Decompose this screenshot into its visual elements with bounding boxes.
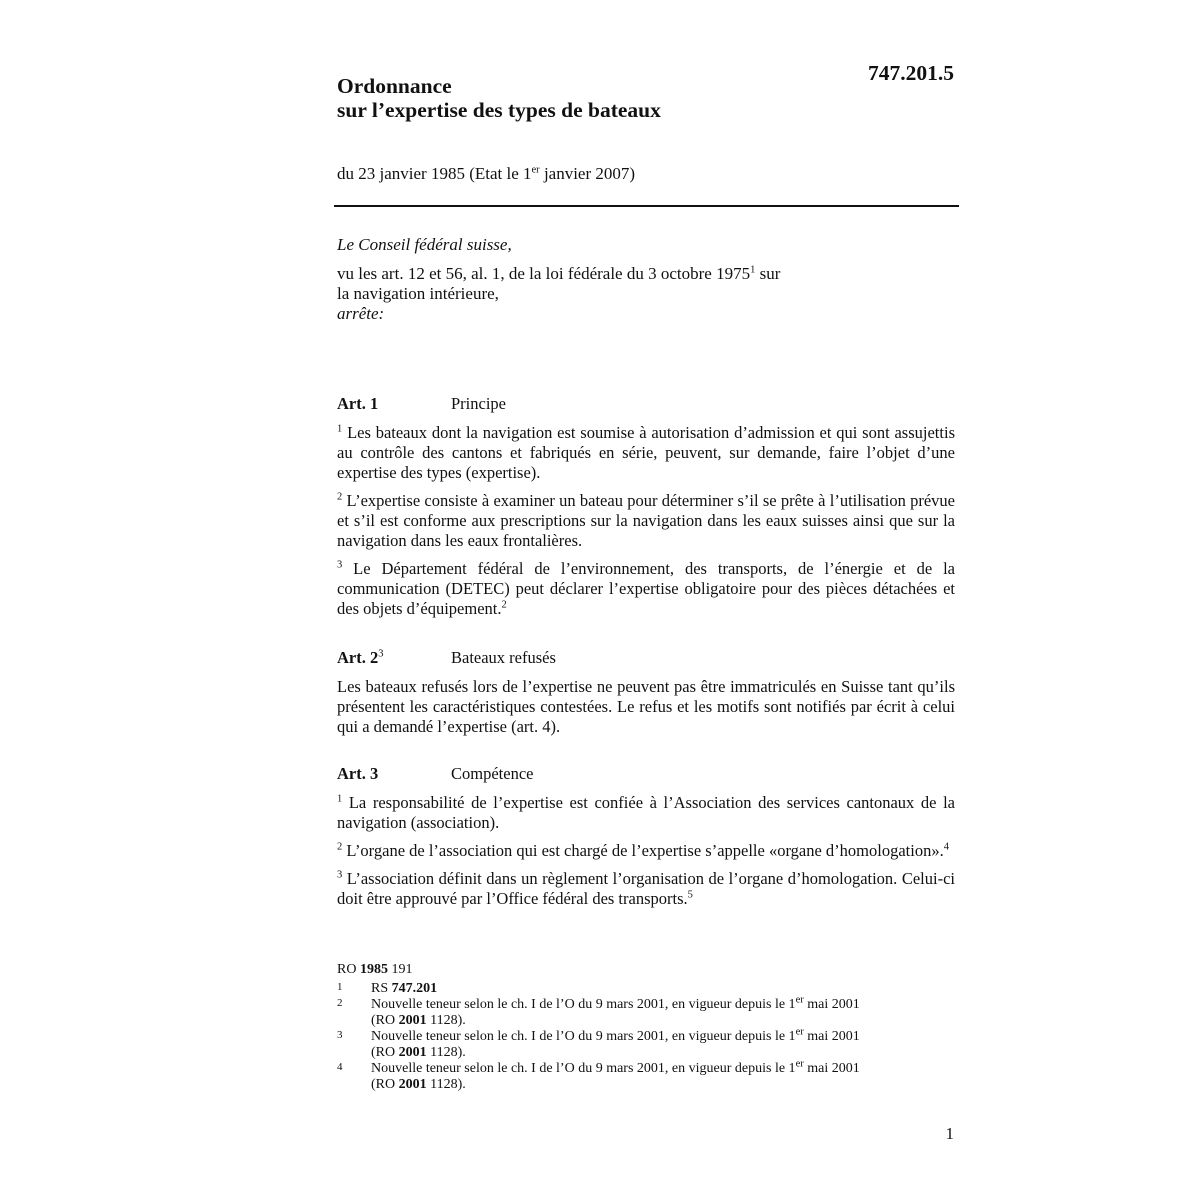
footnote-line-bold: 747.201 — [391, 981, 438, 996]
footnote-number: 3 — [337, 1029, 343, 1041]
article-number-text: Art. 3 — [337, 764, 379, 783]
basis-text-2: sur — [755, 264, 781, 283]
footnote-text — [371, 1058, 937, 1093]
date-superscript: er — [531, 164, 540, 176]
article-paragraph — [337, 423, 955, 483]
article-title: Principe — [451, 394, 506, 413]
footnote-line-sup: er — [795, 1058, 804, 1070]
footnotes — [337, 962, 937, 1093]
article-paragraph — [337, 491, 955, 551]
preamble — [337, 235, 957, 324]
footnote-list — [337, 981, 937, 1093]
article-title: Compétence — [451, 764, 534, 783]
paragraph-number: 2 — [337, 491, 343, 503]
footnote-line-text: (RO — [371, 1077, 399, 1092]
paragraph-text: L’association définit dans un règlement l’organisation de l’organe d’homologation. Celui-ci doit être approuvé par l’Office fédéral des transports. — [337, 869, 955, 908]
footnote-line-text: Nouvelle teneur selon le ch. I de l’O du 9 mars 2001, en vigueur depuis le 1 — [371, 997, 796, 1012]
preamble-basis-line2: la navigation intérieure, — [337, 284, 499, 303]
footnote-line-bold: 2001 — [398, 1013, 427, 1028]
article-heading-row — [337, 648, 955, 668]
footnote-text — [371, 994, 937, 1029]
footnote-line-bold: 2001 — [398, 1045, 427, 1060]
footnote-line-text-end: 1128). — [426, 1045, 466, 1060]
article-paragraph — [337, 841, 955, 861]
paragraph-number: 1 — [337, 423, 343, 435]
paragraph-number: 3 — [337, 869, 343, 881]
ro-prefix: RO — [337, 962, 360, 977]
date-line — [337, 164, 635, 184]
footnote-number: 1 — [337, 981, 343, 993]
preamble-decree: arrête: — [337, 304, 385, 323]
title-line-2: sur l’expertise des types de bateaux — [337, 98, 661, 122]
ro-page: 191 — [387, 962, 413, 977]
footnote-text — [371, 1026, 937, 1061]
footnote-line-text: Nouvelle teneur selon le ch. I de l’O du 9 mars 2001, en vigueur depuis le 1 — [371, 1061, 796, 1076]
sr-number: 747.201.5 — [868, 61, 954, 85]
footnote-text — [371, 981, 937, 997]
basis-text-1: vu les art. 12 et 56, al. 1, de la loi fédérale du 3 octobre 1975 — [337, 264, 751, 283]
preamble-basis — [337, 264, 957, 284]
paragraph-text: Les bateaux refusés lors de l’expertise ne peuvent pas être immatriculés en Suisse tant qu’ils présentent les caractéristiques contestées. Le refus et les motifs sont notifiés par écrit à celui qui a demandé l’expertise (art. 4). — [337, 677, 955, 736]
footnote-ref[interactable]: 2 — [501, 599, 507, 611]
date-prefix: du 23 janvier 1985 (Etat le 1 — [337, 164, 532, 183]
preamble-issuer: Le Conseil fédéral suisse, — [337, 235, 512, 254]
article-3 — [337, 764, 955, 917]
footnote-item — [337, 1058, 937, 1093]
article-number — [337, 648, 451, 668]
paragraph-text: L’organe de l’association qui est chargé de l’expertise s’appelle «organe d’homologation». — [342, 841, 944, 860]
footnote-item — [337, 1026, 937, 1061]
paragraph-text: Les bateaux dont la navigation est soumise à autorisation d’admission et qui sont assujettis au contrôle des cantons et fabriqués en série, peuvent, sur demande, faire l’objet d’une expertise des types (expertise). — [337, 423, 955, 482]
footnote-line-text-end: 1128). — [426, 1013, 466, 1028]
footnote-line-text-end: mai 2001 — [803, 1061, 860, 1076]
footnote-ref[interactable]: 3 — [378, 648, 384, 660]
article-paragraph — [337, 869, 955, 909]
ro-year: 1985 — [359, 962, 388, 977]
footnote-line-sup: er — [795, 1026, 804, 1038]
footnote-line-text: Nouvelle teneur selon le ch. I de l’O du 9 mars 2001, en vigueur depuis le 1 — [371, 1029, 796, 1044]
footnote-line-text-end: 1128). — [426, 1077, 466, 1092]
footnote-line-text-end: mai 2001 — [803, 1029, 860, 1044]
footnote-line — [371, 1077, 937, 1093]
footnote-ref[interactable]: 1 — [750, 264, 756, 276]
article-title: Bateaux refusés — [451, 648, 556, 667]
article-paragraph — [337, 677, 955, 737]
footnote-ref[interactable]: 4 — [943, 841, 949, 853]
footnote-number: 4 — [337, 1061, 343, 1073]
footnote-number: 2 — [337, 997, 343, 1009]
footnote-line — [371, 981, 937, 997]
footnote-line-text: (RO — [371, 1013, 399, 1028]
date-suffix: janvier 2007) — [539, 164, 636, 183]
footnote-line — [371, 1013, 937, 1029]
article-heading-row — [337, 764, 955, 784]
article-number — [337, 394, 451, 414]
article-number-text: Art. 2 — [337, 648, 379, 667]
header-rule — [334, 205, 959, 207]
document-title — [337, 74, 837, 122]
article-number — [337, 764, 451, 784]
paragraph-number: 2 — [337, 841, 343, 853]
footnote-line — [371, 1026, 937, 1045]
footnote-line — [371, 1058, 937, 1077]
footnote-ro — [337, 962, 937, 978]
paragraph-text: Le Département fédéral de l’environnement, des transports, de l’énergie et de la communication (DETEC) peut déclarer l’expertise obligatoire pour des pièces détachées et des objets d’équipement. — [337, 559, 955, 618]
footnote-line-sup: er — [795, 994, 804, 1006]
footnote-line-text: RS — [371, 981, 392, 996]
paragraph-text: L’expertise consiste à examiner un bateau pour déterminer s’il se prête à l’utilisation prévue et s’il est conforme aux prescriptions sur la navigation dans les eaux suisses ainsi que sur la navigation dans les eaux frontalières. — [337, 491, 955, 550]
footnote-line — [371, 994, 937, 1013]
paragraph-text: La responsabilité de l’expertise est confiée à l’Association des services cantonaux de la navigation (association). — [337, 793, 955, 832]
footnote-item — [337, 981, 937, 997]
paragraph-number: 1 — [337, 793, 343, 805]
page-number: 1 — [945, 1124, 954, 1143]
footnote-line-text-end: mai 2001 — [803, 997, 860, 1012]
article-paragraph — [337, 559, 955, 619]
footnote-line-bold: 2001 — [398, 1077, 427, 1092]
title-line-1: Ordonnance — [337, 74, 452, 98]
article-2 — [337, 648, 955, 745]
article-1 — [337, 394, 955, 627]
article-paragraph — [337, 793, 955, 833]
footnote-ref[interactable]: 5 — [687, 889, 693, 901]
footnote-item — [337, 994, 937, 1029]
article-number-text: Art. 1 — [337, 394, 379, 413]
footnote-line-text: (RO — [371, 1045, 399, 1060]
article-heading-row — [337, 394, 955, 414]
paragraph-number: 3 — [337, 559, 343, 571]
footnote-line — [371, 1045, 937, 1061]
